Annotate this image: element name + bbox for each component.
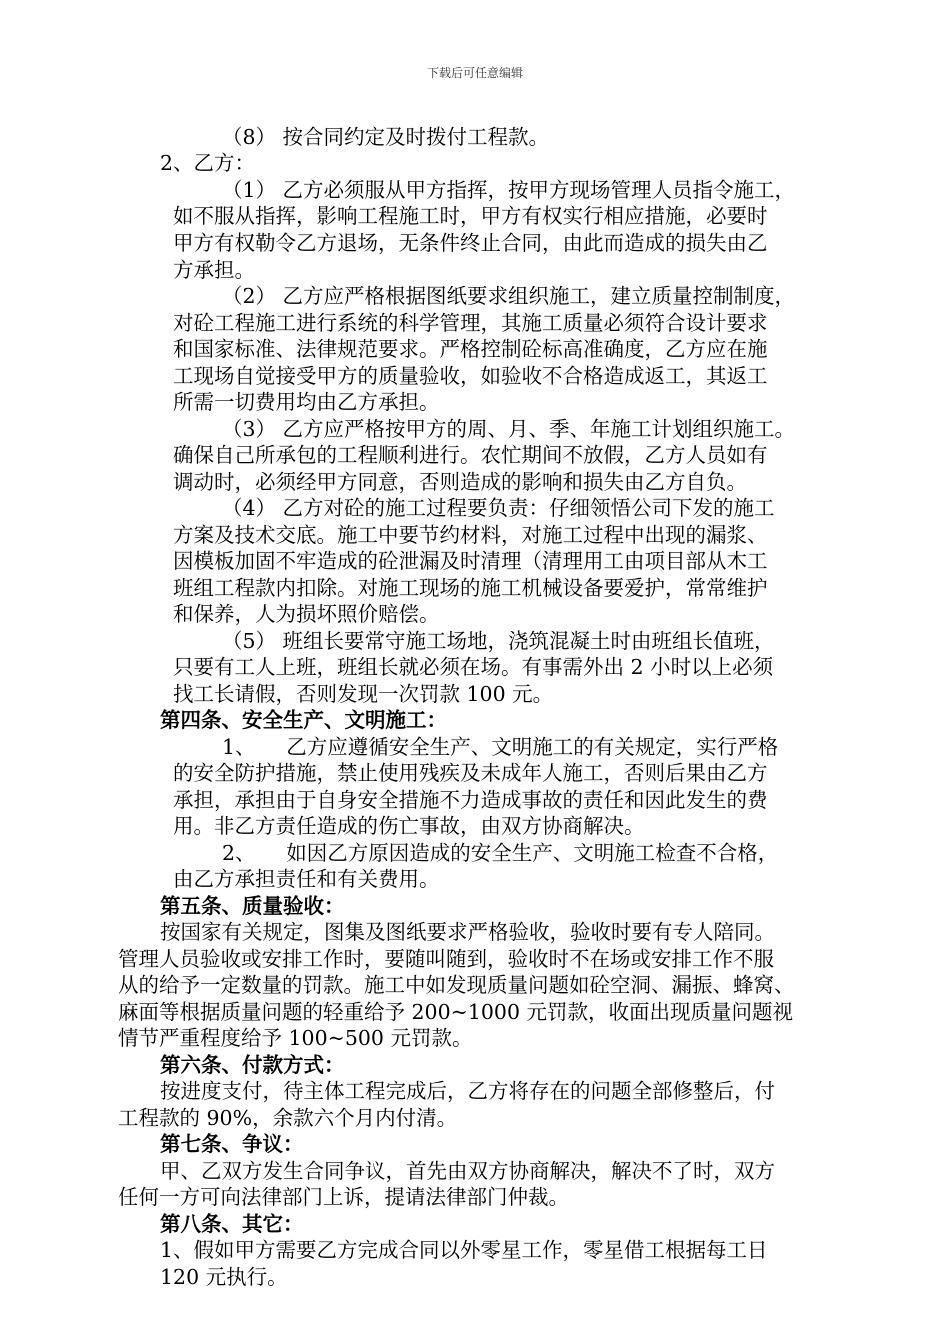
page-header: 下载后可任意编辑 — [426, 66, 523, 80]
text-line: 用。非乙方责任造成的伤亡事故，由双方协商解决。 — [173, 814, 645, 838]
text-line: 按进度支付，待主体工程完成后，乙方将存在的问题全部修整后，付 — [160, 1079, 775, 1103]
text-line: 和保养，人为损坏照价赔偿。 — [173, 602, 440, 626]
text-line: 120 元执行。 — [160, 1265, 288, 1289]
text-line: 和国家标准、法律规范要求。严格控制砼标高准确度，乙方应在施 — [173, 337, 768, 361]
text-line: 班组工程款内扣除。对施工现场的施工机械设备要爱护，常常维护 — [173, 576, 768, 600]
text-line: 确保自己所承包的工程顺利进行。农忙期间不放假，乙方人员如有 — [173, 443, 768, 467]
text-line: 2、乙方： — [160, 151, 256, 175]
section-heading: 第五条、质量验收： — [160, 894, 345, 918]
text-line: 情节严重程度给予 100~500 元罚款。 — [118, 1026, 473, 1050]
text-line: 1、 乙方应遵循安全生产、文明施工的有关规定，实行严格 — [222, 735, 779, 759]
text-line: 方承担。 — [173, 258, 255, 282]
text-line: 2、 如因乙方原因造成的安全生产、文明施工检查不合格， — [222, 841, 779, 865]
section-heading: 第六条、付款方式： — [160, 1053, 345, 1077]
section-heading: 第四条、安全生产、文明施工： — [160, 708, 447, 732]
text-line: 如不服从指挥，影响工程施工时，甲方有权实行相应措施，必要时 — [173, 204, 768, 228]
text-line: 由乙方承担责任和有关费用。 — [173, 867, 440, 891]
text-line: 麻面等根据质量问题的轻重给予 200~1000 元罚款，收面出现质量问题视 — [118, 1000, 794, 1024]
text-line: （5） 班组长要常守施工场地，浇筑混凝土时由班组长值班， — [222, 629, 775, 653]
text-line: 甲方有权勒令乙方退场，无条件终止合同，由此而造成的损失由乙 — [173, 231, 768, 255]
text-line: 因模板加固不牢造成的砼泄漏及时清理（清理用工由项目部从木工 — [173, 549, 768, 573]
text-line: 工程款的 90%，余款六个月内付清。 — [118, 1106, 458, 1130]
text-line: 承担，承担由于自身安全措施不力造成事故的责任和因此发生的费 — [173, 788, 768, 812]
text-line: 所需一切费用均由乙方承担。 — [173, 390, 440, 414]
text-line: （3） 乙方应严格按甲方的周、月、季、年施工计划组织施工。 — [222, 417, 796, 441]
text-line: 1、假如甲方需要乙方完成合同以外零星工作，零星借工根据每工日 — [160, 1238, 768, 1262]
text-line: 从的给予一定数量的罚款。施工中如发现质量问题如砼空洞、漏振、蜂窝、 — [118, 973, 795, 997]
text-line: 甲、乙双方发生合同争议，首先由双方协商解决，解决不了时，双方 — [160, 1159, 775, 1183]
text-line: 按国家有关规定，图集及图纸要求严格验收，验收时要有专人陪同。 — [160, 920, 775, 944]
text-line: 任何一方可向法律部门上诉，提请法律部门仲裁。 — [118, 1185, 569, 1209]
text-line: 方案及技术交底。施工中要节约材料，对施工过程中出现的漏浆、 — [173, 523, 768, 547]
text-line: （2） 乙方应严格根据图纸要求组织施工，建立质量控制制度， — [222, 284, 796, 308]
text-line: 调动时，必须经甲方同意，否则造成的影响和损失由乙方自负。 — [173, 470, 747, 494]
section-heading: 第七条、争议： — [160, 1132, 304, 1156]
text-line: （1） 乙方必须服从甲方指挥，按甲方现场管理人员指令施工， — [222, 178, 796, 202]
text-line: 管理人员验收或安排工作时，要随叫随到，验收时不在场或安排工作不服 — [118, 947, 774, 971]
text-line: （8） 按合同约定及时拨付工程款。 — [222, 125, 550, 149]
text-line: 的安全防护措施，禁止使用残疾及未成年人施工，否则后果由乙方 — [173, 761, 768, 785]
section-heading: 第八条、其它： — [160, 1212, 304, 1236]
text-line: 只要有工人上班，班组长就必须在场。有事需外出 2 小时以上必须 — [173, 655, 774, 679]
text-line: 工现场自觉接受甲方的质量验收，如验收不合格造成返工，其返工 — [173, 364, 768, 388]
text-line: 找工长请假，否则发现一次罚款 100 元。 — [173, 682, 554, 706]
text-line: （4） 乙方对砼的施工过程要负责：仔细领悟公司下发的施工 — [222, 496, 775, 520]
text-line: 对砼工程施工进行系统的科学管理，其施工质量必须符合设计要求 — [173, 311, 768, 335]
